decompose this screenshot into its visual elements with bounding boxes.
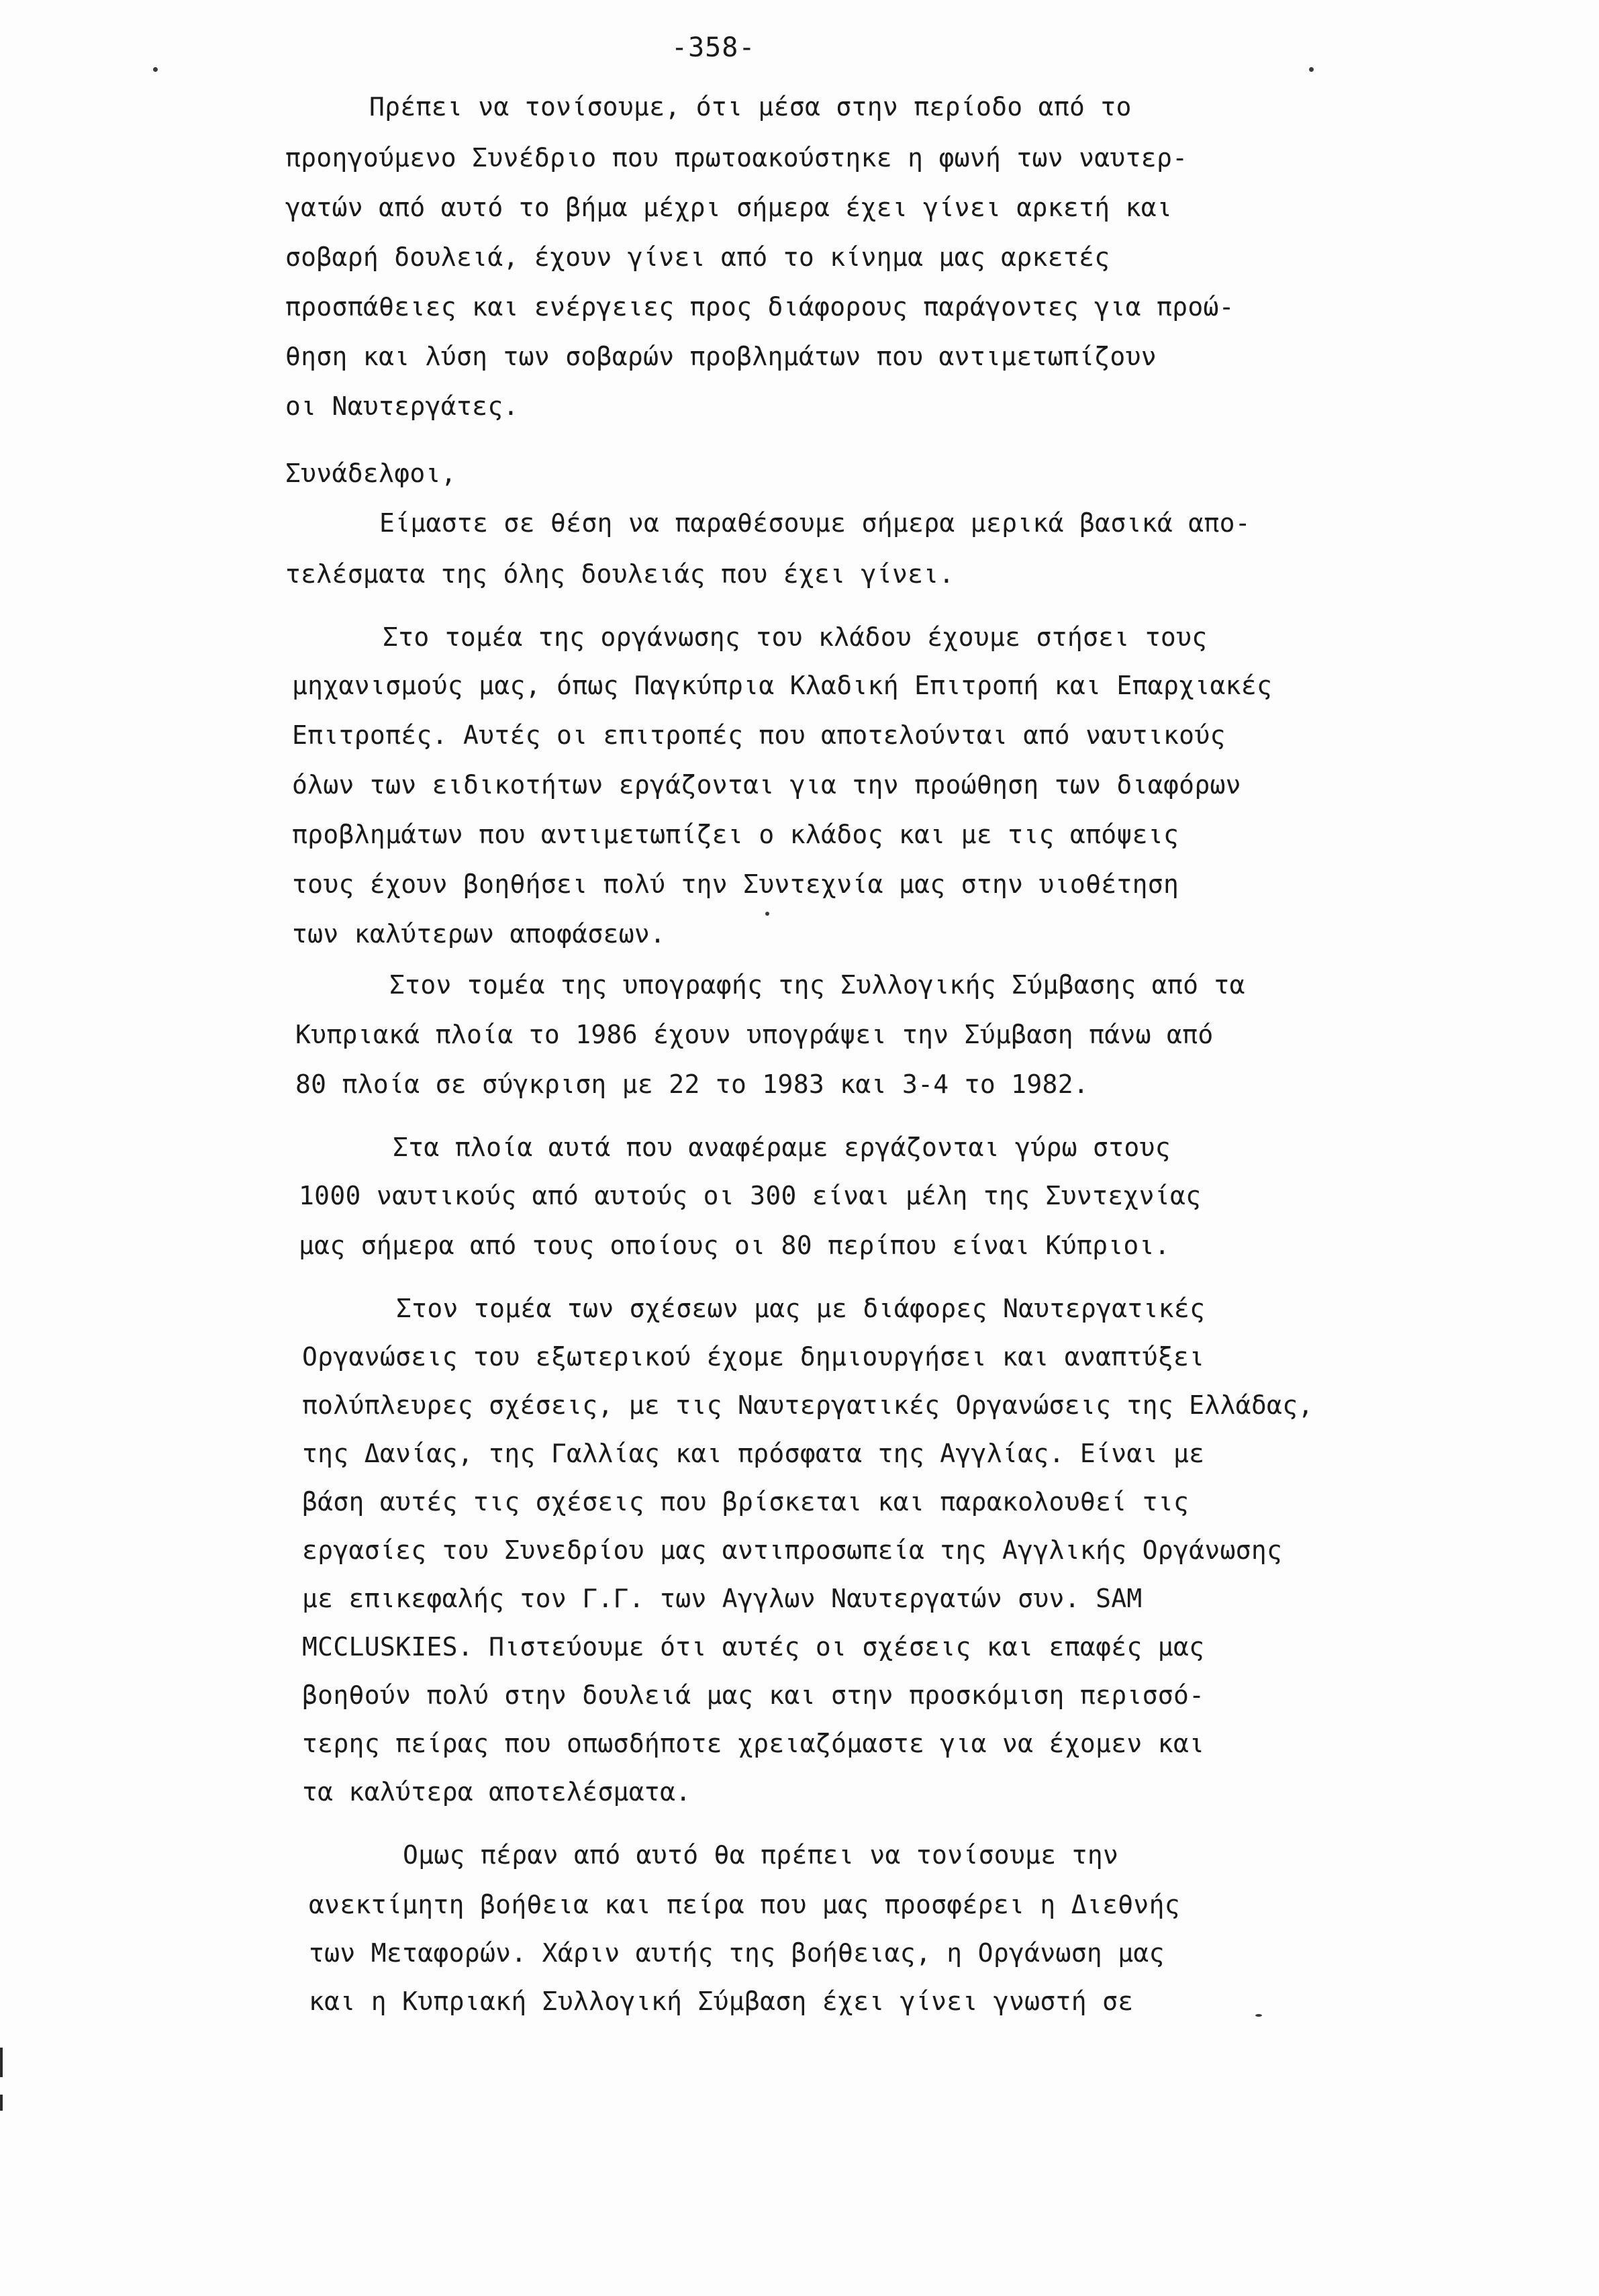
text-line: MCCLUSKIES. Πιστεύουμε ότι αυτές οι σχέσεις και επαφές μας bbox=[302, 1632, 1205, 1662]
text-line: με επικεφαλής τον Γ.Γ. των Αγγλων Ναυτεργατών συν. SAM bbox=[302, 1584, 1143, 1613]
text-line: και η Κυπριακή Συλλογική Σύμβαση έχει γίνει γνωστή σε bbox=[309, 1987, 1134, 2016]
text-line: Πρέπει να τονίσουμε, ότι μέσα στην περίοδο από το bbox=[369, 92, 1132, 122]
text-line: Στα πλοία αυτά που αναφέραμε εργάζονται γύρω στους bbox=[393, 1133, 1171, 1162]
text-line: τελέσματα της όλης δουλειάς που έχει γίνει. bbox=[285, 559, 955, 589]
scan-speck bbox=[1255, 2014, 1262, 2017]
text-line: των καλύτερων αποφάσεων. bbox=[292, 919, 666, 949]
text-line: γατών από αυτό το βήμα μέχρι σήμερα έχει γίνει αρκετή και bbox=[285, 193, 1173, 222]
text-line: Είμαστε σε θέση να παραθέσουμε σήμερα μερικά βασικά απο- bbox=[379, 508, 1251, 538]
text-line: Επιτροπές. Αυτές οι επιτροπές που αποτελούνται από ναυτικούς bbox=[292, 720, 1226, 750]
text-line: των Μεταφορών. Χάριν αυτής της βοήθειας, η Οργάνωση μας bbox=[309, 1938, 1165, 1968]
text-line: προσπάθειες και ενέργειες προς διάφορους παράγοντες για προώ- bbox=[285, 292, 1234, 322]
text-line: εργασίες του Συνεδρίου μας αντιπροσωπεία της Αγγλικής Οργάνωσης bbox=[302, 1535, 1283, 1565]
text-line: όλων των ειδικοτήτων εργάζονται για την προώθηση των διαφόρων bbox=[292, 770, 1241, 800]
text-line: Στο τομέα της οργάνωσης του κλάδου έχουμε στήσει τους bbox=[383, 622, 1208, 652]
text-line: 80 πλοία σε σύγκριση με 22 το 1983 και 3-4 το 1982. bbox=[295, 1069, 1089, 1099]
text-line: μηχανισμούς μας, όπως Παγκύπρια Κλαδική Επιτροπή και Επαρχιακές bbox=[292, 671, 1273, 700]
scan-edge-mark bbox=[0, 2095, 3, 2111]
text-line: της Δανίας, της Γαλλίας και πρόσφατα της Αγγλίας. Είναι με bbox=[302, 1439, 1205, 1468]
text-line: θηση και λύση των σοβαρών προβλημάτων που αντιμετωπίζουν bbox=[285, 342, 1157, 371]
text-line: σοβαρή δουλειά, έχουν γίνει από το κίνημα μας αρκετές bbox=[285, 242, 1110, 272]
text-line: Στον τομέα των σχέσεων μας με διάφορες Ναυτεργατικές bbox=[396, 1294, 1206, 1323]
text-line: ανεκτίμητη βοήθεια και πείρα που μας προσφέρει η Διεθνής bbox=[309, 1890, 1180, 1919]
scan-speck bbox=[1309, 67, 1314, 72]
text-line: τους έχουν βοηθήσει πολύ την Συντεχνία μας στην υιοθέτηση bbox=[292, 869, 1179, 899]
scan-speck bbox=[765, 912, 769, 916]
text-line: τερης πείρας που οπωσδήποτε χρειαζόμαστε για να έχομεν και bbox=[302, 1729, 1205, 1758]
text-line: προηγούμενο Συνέδριο που πρωτοακούστηκε η φωνή των ναυτερ- bbox=[285, 143, 1188, 173]
text-line: Οργανώσεις του εξωτερικού έχομε δημιουργήσει και αναπτύξει bbox=[302, 1342, 1205, 1372]
text-line: Κυπριακά πλοία το 1986 έχουν υπογράψει την Σύμβαση πάνω από bbox=[295, 1020, 1214, 1049]
text-line: Ομως πέραν από αυτό θα πρέπει να τονίσουμε την bbox=[403, 1840, 1119, 1870]
text-line: πολύπλευρες σχέσεις, με τις Ναυτεργατικές Οργανώσεις της Ελλάδας, bbox=[302, 1390, 1314, 1420]
text-line: βάση αυτές τις σχέσεις που βρίσκεται και παρακολουθεί τις bbox=[302, 1487, 1190, 1517]
page-number: -358- bbox=[671, 32, 756, 63]
text-line: προβλημάτων που αντιμετωπίζει ο κλάδος και με τις απόψεις bbox=[292, 820, 1179, 849]
scan-speck bbox=[153, 67, 158, 72]
text-line: Στον τομέα της υπογραφής της Συλλογικής Σύμβασης από τα bbox=[389, 970, 1245, 1000]
text-line: οι Ναυτεργάτες. bbox=[285, 391, 519, 421]
scan-edge-mark bbox=[0, 2048, 3, 2077]
text-line: 1000 ναυτικούς από αυτούς οι 300 είναι μέλη της Συντεχνίας bbox=[299, 1181, 1202, 1210]
text-line: μας σήμερα από τους οποίους οι 80 περίπου είναι Κύπριοι. bbox=[299, 1231, 1170, 1260]
salutation: Συνάδελφοι, bbox=[285, 459, 456, 488]
text-line: τα καλύτερα αποτελέσματα. bbox=[302, 1777, 691, 1807]
text-line: βοηθούν πολύ στην δουλειά μας και στην προσκόμιση περισσό- bbox=[302, 1680, 1205, 1710]
